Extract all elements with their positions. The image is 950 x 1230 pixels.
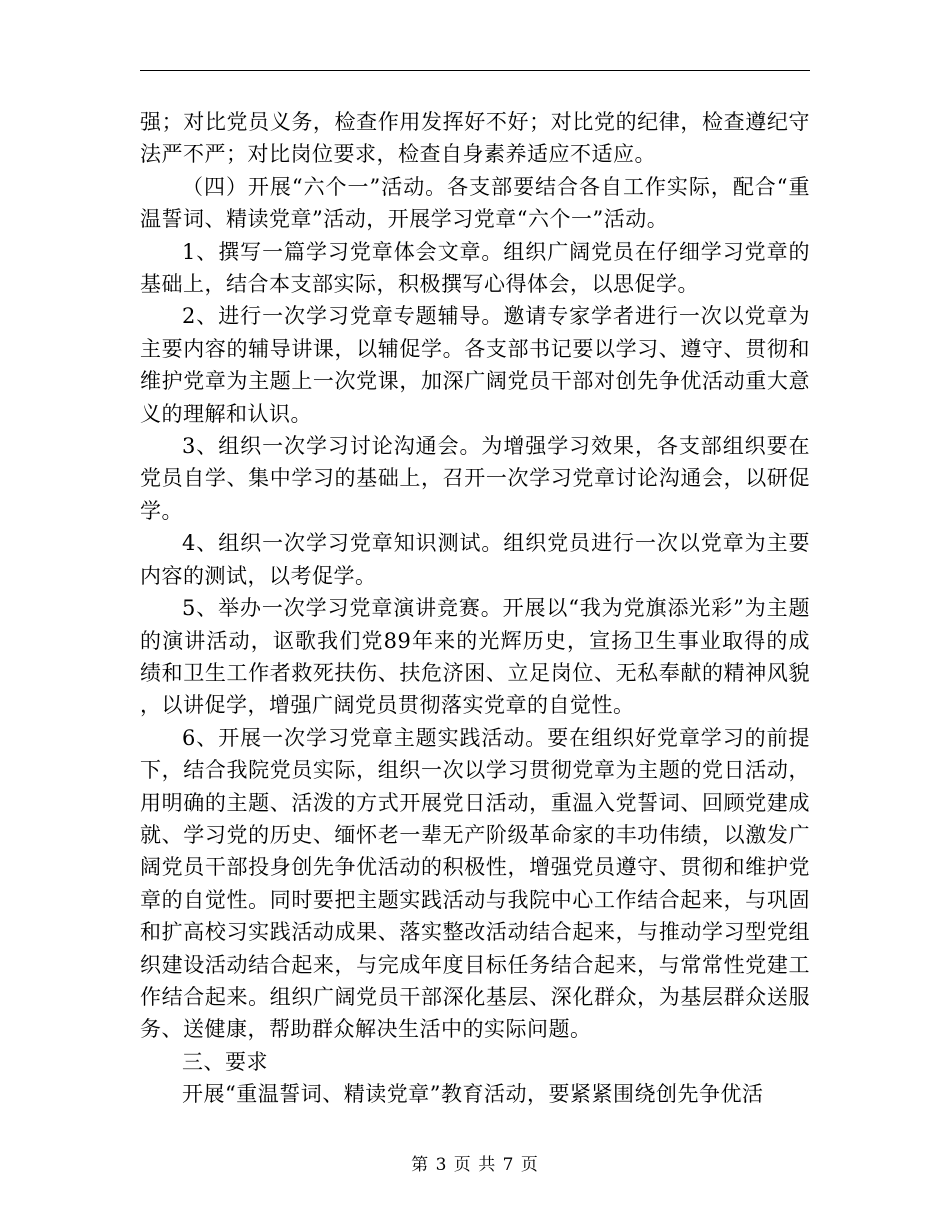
header-rule <box>140 70 810 71</box>
document-body <box>140 106 810 1111</box>
section-heading: 三、要求 <box>182 1049 268 1074</box>
paragraph: 2、进行一次学习党章专题辅导。邀请专家学者进行一次以党章为主要内容的辅导讲课，以辅促学。各支部书记要以学习、遵守、贯彻和维护党章为主题上一次党课，加深广阔党员干部对创先争优活动重大意义的理解和认识。 <box>140 304 810 426</box>
paragraph: 开展“重温誓词、精读党章”教育活动，要紧紧围绕创先争优活 <box>182 1082 764 1107</box>
paragraph: 强；对比党员义务，检查作用发挥好不好；对比党的纪律，检查遵纪守法严不严；对比岗位要求，检查自身素养适应不适应。 <box>140 110 810 167</box>
paragraph: 4、组织一次学习党章知识测试。组织党员进行一次以党章为主要内容的测试，以考促学。 <box>140 531 810 588</box>
paragraph: 6、开展一次学习党章主题实践活动。要在组织好党章学习的前提下，结合我院党员实际，组织一次以学习贯彻党章为主题的党日活动，用明确的主题、活泼的方式开展党日活动，重温入党誓词、回顾党建成就、学习党的历史、缅怀老一辈无产阶级革命家的丰功伟绩，以激发广阔党员干部投身创先争优活动的积极性，增强党员遵守、贯彻和维护党章的自觉性。同时要把主题实践活动与我院中心工作结合起来，与巩固和扩高校习实践活动成果、落实整改活动结合起来，与推动学习型党组织建设活动结合起来，与完成年度目标任务结合起来，与常常性党建工作结合起来。组织广阔党员干部深化基层、深化群众，为基层群众送服务、送健康，帮助群众解决生活中的实际问题。 <box>140 725 810 1042</box>
paragraph: 5、举办一次学习党章演讲竞赛。开展以“我为党旗添光彩”为主题的演讲活动，讴歌我们党89年来的光辉历史，宣扬卫生事业取得的成绩和卫生工作者救死扶伤、扶危济困、立足岗位、无私奉献的精神风貌，以讲促学，增强广阔党员贯彻落实党章的自觉性。 <box>140 596 810 718</box>
paragraph: 1、撰写一篇学习党章体会文章。组织广阔党员在仔细学习党章的基础上，结合本支部实际，积极撰写心得体会，以思促学。 <box>140 239 810 297</box>
page-number-footer: 第 3 页 共 7 页 <box>411 1155 539 1175</box>
paragraph: 3、组织一次学习讨论沟通会。为增强学习效果，各支部组织要在党员自学、集中学习的基础上，召开一次学习党章讨论沟通会，以研促学。 <box>140 434 810 523</box>
paragraph: （四）开展“六个一”活动。各支部要结合各自工作实际，配合“重温誓词、精读党章”活动，开展学习党章“六个一”活动。 <box>140 174 810 232</box>
